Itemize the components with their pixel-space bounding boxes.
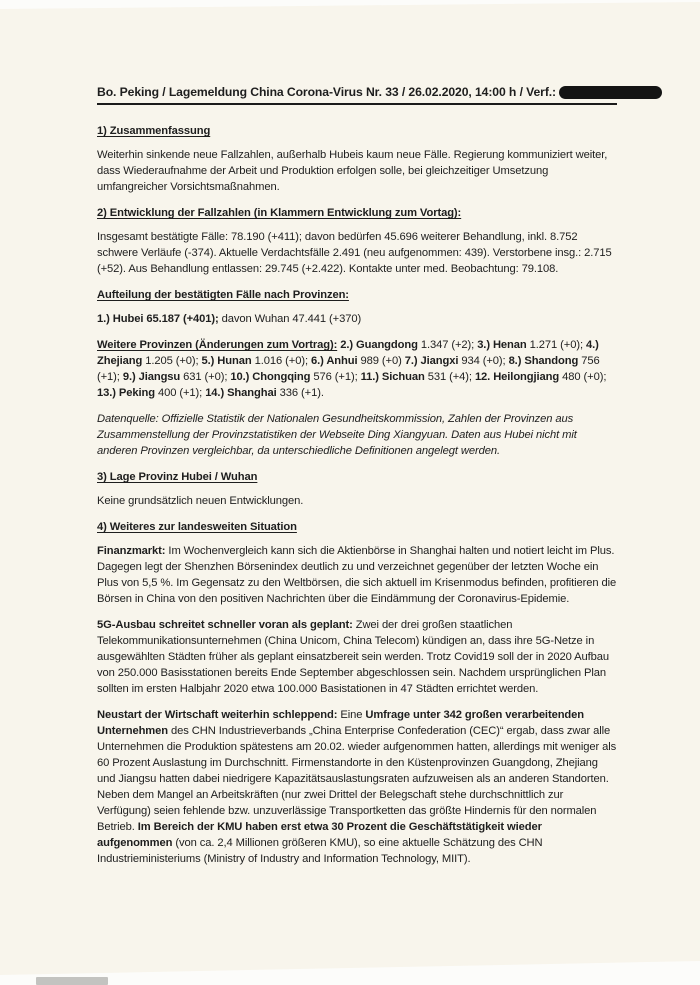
redaction-bar xyxy=(559,86,662,99)
paragraph-hubei-wuhan-zahlen: 1.) Hubei 65.187 (+401); davon Wuhan 47.441 (+370) xyxy=(97,313,362,325)
paragraph-datenquelle: Datenquelle: Offizielle Statistik der Nationalen Gesundheitskommission, Zahlen der Provinzen aus Zusammenstellung der Provinzstatistiken der Webseite Ding Xiangyuan. Daten aus Hubei nicht mit anderen Provinzen vergleichbar, da unterschiedliche Definitionen angelegt werden. xyxy=(97,413,577,457)
heading-entwicklung-fallzahlen: 2) Entwicklung der Fallzahlen (in Klammern Entwicklung zum Vortag): xyxy=(97,207,462,219)
document-header xyxy=(97,84,617,105)
heading-landesweite-situation: 4) Weiteres zur landesweiten Situation xyxy=(97,521,297,533)
paragraph-weitere-provinzen: Weitere Provinzen (Änderungen zum Vortrag): 2.) Guangdong 1.347 (+2); 3.) Henan 1.271 (+0); 4.) Zhejiang 1.205 (+0); 5.) Hunan 1.016 (+0); 6.) Anhui 989 (+0) 7.) Jiangxi 934 (+0); 8.) Shandong 756 (+1); 9.) Jiangsu 631 (+0); 10.) Chongqing 576 (+1); 11.) Sichuan 531 (+4); 12. Heilongjiang 480 (+0); 13.) Peking 400 (+1); 14.) Shanghai 336 (+1). xyxy=(97,339,607,399)
paragraph-zusammenfassung: Weiterhin sinkende neue Fallzahlen, außerhalb Hubeis kaum neue Fälle. Regierung kommuniziert weiter, dass Wiederaufnahme der Arbeit und Produktion erfolgen solle, bei gleichzeitiger Umsetzung umfangreicher Vorsichtsmaßnahmen. xyxy=(97,149,608,193)
scan-artifact-smudge xyxy=(36,977,108,985)
paragraph-5g-ausbau: 5G-Ausbau schreitet schneller voran als geplant: Zwei der drei großen staatlichen Telekommunikationsunternehmen (China Unicom, China Telecom) kündigen an, dass ihre 5G-Netze in ausgewählten Städten früher als geplant einsatzbereit sein werden. Trotz Covid19 soll der in 2020 Aufbau von 250.000 Basisstationen bereits Ende September abgeschlossen sein. Nachdem ursprünglichen Plan sollten im ersten Halbjahr 2020 etwa 100.000 Basistationen in 47 Städten errichtet werden. xyxy=(97,619,610,695)
paragraph-fallzahlen: Insgesamt bestätigte Fälle: 78.190 (+411); davon bedürfen 45.696 weiterer Behandlung, inkl. 8.752 schwere Verläufe (-374). Aktuelle Verdachtsfälle 2.491 (neu aufgenommen: 439). Verstorbene insg.: 2.715 (+52). Aus Behandlung entlassen: 29.745 (+2.422). Kontakte unter med. Beobachtung: 79.108. xyxy=(97,231,612,275)
heading-lage-hubei-wuhan: 3) Lage Provinz Hubei / Wuhan xyxy=(97,471,258,483)
document-content xyxy=(97,84,617,877)
document-title: Bo. Peking / Lagemeldung China Corona-Virus Nr. 33 / 26.02.2020, 14:00 h / Verf.: xyxy=(97,85,557,99)
paragraph-finanzmarkt: Finanzmarkt: Im Wochenvergleich kann sich die Aktienbörse in Shanghai halten und notiert leicht im Plus. Dagegen legt der Shenzhen Börsenindex deutlich zu und verzeichnet gegenüber der letzten Woche ein Plus von 5,5 %. Im Gegensatz zu den Weltbörsen, die sich aktuell im Krisenmodus befinden, profitieren die Börsen in China von den positiven Nachrichten über die Eindämmung der Coronavirus-Epidemie. xyxy=(97,545,617,605)
heading-zusammenfassung: 1) Zusammenfassung xyxy=(97,125,211,137)
heading-provinzen-aufteilung: Aufteilung der bestätigten Fälle nach Provinzen: xyxy=(97,289,349,301)
paragraph-neustart-wirtschaft: Neustart der Wirtschaft weiterhin schleppend: Eine Umfrage unter 342 großen verarbeitenden Unternehmen des CHN Industrieverbands „China Enterprise Confederation (CEC)“ ergab, dass zwar alle Unternehmen die Produktion spätestens am 20.02. wieder aufgenommen hatten, allerdings mit weniger als 60 Prozent Auslastung im Durchschnitt. Firmenstandorte in den Küstenprovinzen Guangdong, Zhejiang und Jiangsu hatten dabei niedrigere Kapazitätsauslastungsraten aufzuweisen als an anderen Standorten. Neben dem Mangel an Arbeitskräften (nur zwei Drittel der Belegschaft stehe durchschnittlich zur Verfügung) seien fehlende bzw. unzuverlässige Transportketten das größte Hindernis für den normalen Betrieb. Im Bereich der KMU haben erst etwa 30 Prozent die Geschäftstätigkeit wieder aufgenommen (von ca. 2,4 Millionen größeren KMU), so eine aktuelle Schätzung des CHN Industrieministeriums (Ministry of Industry and Information Technology, MIIT). xyxy=(97,709,617,865)
paragraph-lage-hubei-status: Keine grundsätzlich neuen Entwicklungen. xyxy=(97,495,304,507)
